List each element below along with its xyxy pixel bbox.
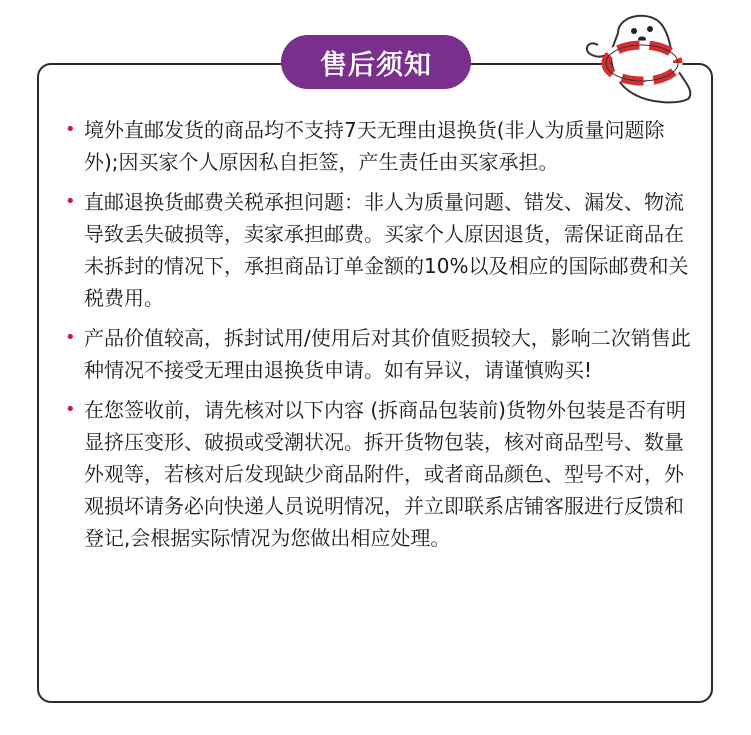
list-item	[62, 394, 692, 554]
page-title: 售后须知	[281, 35, 471, 89]
bullet-dot-icon: •	[65, 119, 76, 140]
notice-text: 产品价值较高，拆封试用/使用后对其价值贬损较大，影响二次销售此种情况不接受无理由退换货申请。如有异议，请谨慎购买!	[84, 326, 691, 382]
notice-text: 在您签收前，请先核对以下内容 (拆商品包装前)货物外包装是否有明显挤压变形、破损或受潮状况。拆开货物包装，核对商品型号、数量外观等，若核对后发现缺少商品附件，或者商品颜色、型号不对，外观损坏请务必向快递人员说明情况，并立即联系店铺客服进行反馈和登记,会根据实际情况为您做出相应处理。	[84, 398, 686, 550]
bullet-dot-icon: •	[65, 399, 76, 420]
seal-mascot-icon	[578, 5, 698, 105]
list-item	[62, 322, 692, 386]
bullet-dot-icon: •	[65, 327, 76, 348]
notice-text: 境外直邮发货的商品均不支持7天无理由退换货(非人为质量问题除外);因买家个人原因私自拒签，产生责任由买家承担。	[84, 118, 665, 174]
mascot-badge-text: FL	[637, 77, 647, 84]
notice-list	[62, 114, 692, 562]
list-item	[62, 186, 692, 314]
list-item	[62, 114, 692, 178]
bullet-dot-icon: •	[65, 191, 76, 212]
notice-text: 直邮退换货邮费关税承担问题：非人为质量问题、错发、漏发、物流导致丢失破损等，卖家承担邮费。买家个人原因退货，需保证商品在未拆封的情况下，承担商品订单金额的10%以及相应的国际邮费和关税费用。	[84, 190, 689, 310]
